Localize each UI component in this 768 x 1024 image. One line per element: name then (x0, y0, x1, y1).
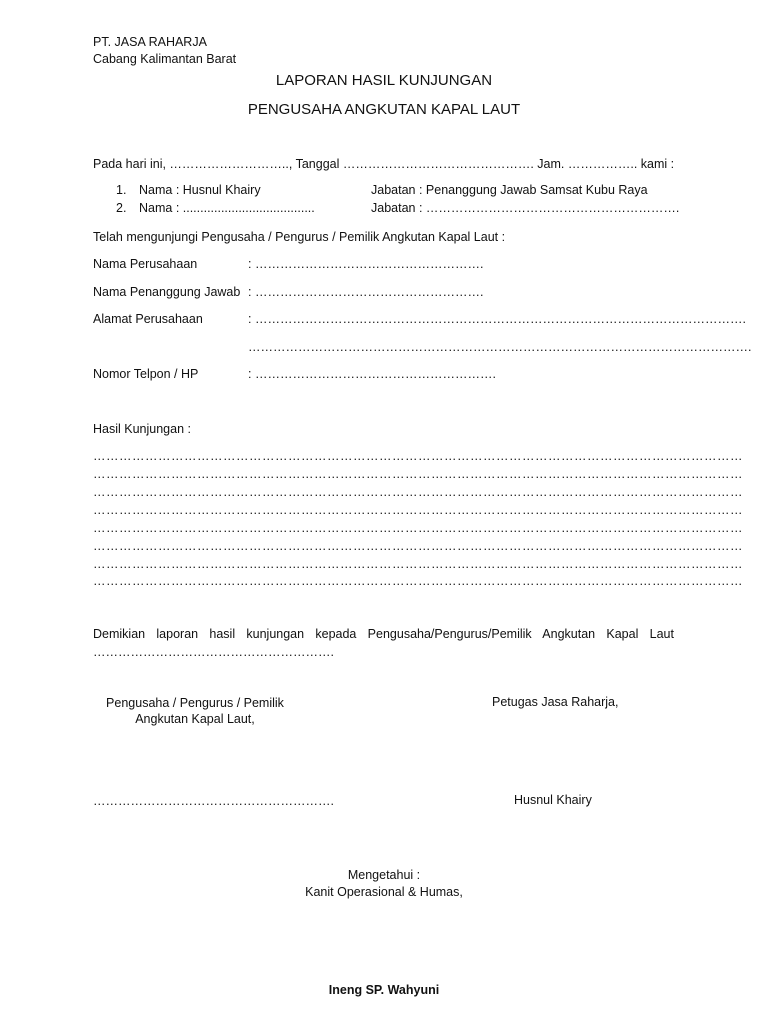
signature-left-title-line1: Pengusaha / Pengurus / Pemilik (106, 696, 284, 710)
result-line: …………………………………………………………………………………………………………………………………… (93, 574, 743, 588)
signature-right-title: Petugas Jasa Raharja, (492, 695, 619, 709)
document-title-line1: LAPORAN HASIL KUNJUNGAN (275, 72, 493, 89)
visit-text: Telah mengunjungi Pengusaha / Pengurus / Pemilik Angkutan Kapal Laut : (93, 230, 506, 244)
field-label: Alamat Perusahaan (93, 312, 203, 326)
result-line: …………………………………………………………………………………………………………………………………… (93, 485, 743, 499)
closing-text: Demikian laporan hasil kunjungan kepada Pengusaha/Pengurus/Pemilik Angkutan Kapal Laut (93, 627, 674, 641)
field-company-address-cont (93, 340, 752, 358)
result-line: …………………………………………………………………………………………………………………………………… (93, 539, 743, 553)
document-title-line2: PENGUSAHA ANGKUTAN KAPAL LAUT (247, 101, 521, 118)
closing-dots: …………………………………………………. (93, 645, 334, 659)
field-label: Nama Penanggung Jawab (93, 285, 241, 299)
field-value: : …………………………………………………. (248, 367, 496, 381)
acknowledge-position: Kanit Operasional & Humas, (305, 885, 463, 899)
acknowledge-name: Ineng SP. Wahyuni (328, 983, 440, 997)
officer-item-1 (93, 183, 693, 201)
intro-text: Pada hari ini, ……………………….., Tanggal ………………………………………. Jam. …………….. kami : (93, 157, 675, 171)
officer-position: Jabatan : ……………………………………………………. (371, 201, 680, 215)
officer-item-2 (93, 201, 693, 219)
officer-name: Nama : Husnul Khairy (139, 183, 261, 197)
result-line: …………………………………………………………………………………………………………………………………… (93, 467, 743, 481)
officer-name: Nama : ...................................... (139, 201, 315, 215)
field-label: Nomor Telpon / HP (93, 367, 199, 381)
officer-number: 2. (116, 201, 127, 215)
field-value: : ………………………………………………………………………………………………………. (248, 312, 746, 326)
result-label: Hasil Kunjungan : (93, 422, 191, 436)
officer-number: 1. (116, 183, 127, 197)
field-company-name (93, 257, 693, 275)
signature-left-title-line2: Angkutan Kapal Laut, (135, 712, 255, 726)
result-line: …………………………………………………………………………………………………………………………………… (93, 449, 743, 463)
field-value: : ………………………………………………. (248, 285, 484, 299)
signature-left-name: …………………………………………………. (93, 794, 334, 808)
acknowledge-label: Mengetahui : (347, 868, 421, 882)
result-line: …………………………………………………………………………………………………………………………………… (93, 503, 743, 517)
officer-position: Jabatan : Penanggung Jawab Samsat Kubu Raya (371, 183, 648, 197)
field-company-address (93, 312, 746, 330)
company-name: PT. JASA RAHARJA (93, 35, 207, 49)
result-line: …………………………………………………………………………………………………………………………………… (93, 521, 743, 535)
signature-right-name: Husnul Khairy (514, 793, 592, 807)
field-responsible-person (93, 285, 693, 303)
field-value: : ………………………………………………. (248, 257, 484, 271)
field-label: Nama Perusahaan (93, 257, 198, 271)
branch-name: Cabang Kalimantan Barat (93, 52, 237, 66)
result-line: …………………………………………………………………………………………………………………………………… (93, 557, 743, 571)
field-phone (93, 367, 693, 385)
field-value: …………………………………………………………………………………………………………. (248, 340, 752, 354)
